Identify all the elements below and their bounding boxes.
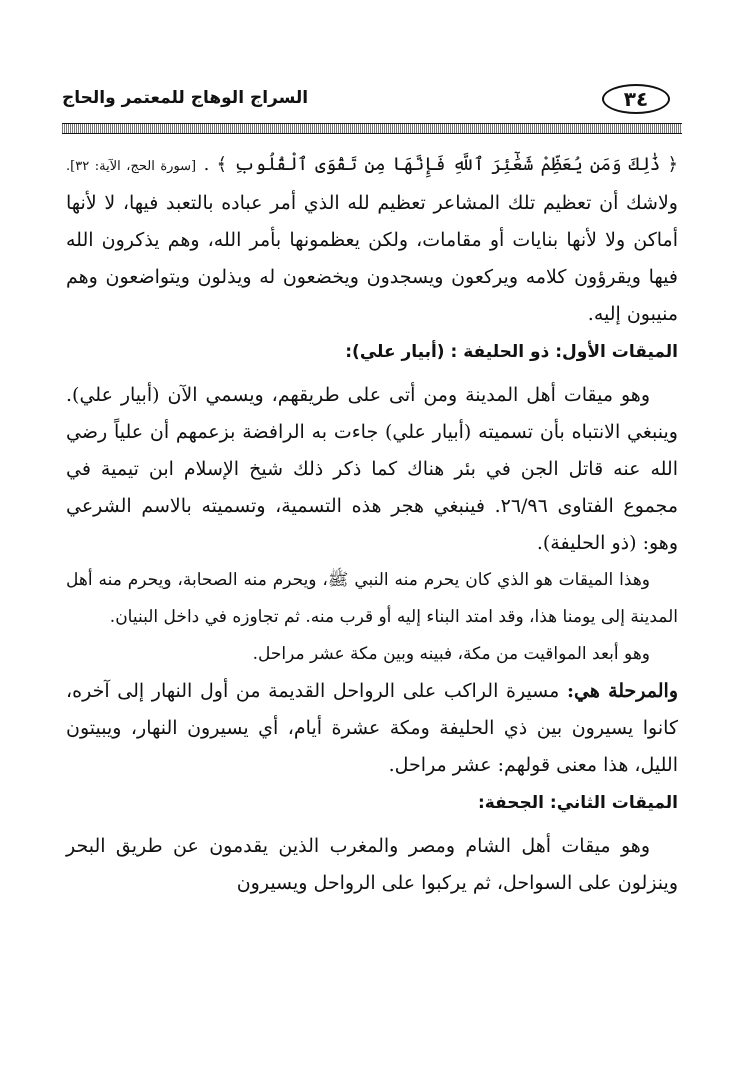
marhala-definition: مسيرة الراكب على الرواحل القديمة من أول النهار إلى آخره، كانوا يسيرون بين ذي الحليفة ومكة عشرة أيام، أي يسيرون النهار، ويبيتون الليل، هذا معنى قولهم: عشر مراحل. xyxy=(66,680,678,776)
verse-source: [سورة الحج، الآية: ٣٢]. xyxy=(66,159,197,174)
heading-first-miqat: الميقات الأول: ذو الحليفة : (أبيار علي): xyxy=(345,342,678,362)
header-rule xyxy=(62,123,682,134)
quran-verse: ﴿ ذَٰلِكَ وَمَن يُعَظِّمْ شَعَٰٓئِرَ ٱللَّهِ فَإِنَّهَا مِن تَقْوَى ٱلْقُلُوبِ ﴾ . xyxy=(203,154,678,175)
book-title: السراج الوهاج للمعتمر والحاج xyxy=(62,88,309,108)
paragraph-1: ولاشك أن تعظيم تلك المشاعر تعظيم لله الذي أمر عباده بالتعبد فيها، لا لأنها أماكن ولا لأنها بنايات أو مقامات، ولكن يعظمونها بأمر الله، وهم يذكرون الله فيها ويقرؤون كلامه ويركعون ويسجدون ويخضعون له ويذلون ويتواضعون وهم منيبون إليه. xyxy=(66,192,678,325)
page-number: ٣٤ xyxy=(602,84,670,114)
marhala-term: والمرحلة هي: xyxy=(566,680,678,702)
paragraph-6: وهو ميقات أهل الشام ومصر والمغرب الذين يقدمون عن طريق البحر وينزلون على السواحل، ثم يركبوا على الرواحل ويسيرون xyxy=(66,835,678,894)
verse-paragraph xyxy=(66,146,678,333)
page-header xyxy=(62,80,682,120)
paragraph-3: وهذا الميقات هو الذي كان يحرم منه النبي ﷺ، ويحرم منه الصحابة، ويحرم منه أهل المدينة إلى يومنا هذا، وقد امتد البناء إليه أو قرب منه. ثم تجاوزه في داخل البنيان. xyxy=(66,570,678,627)
page-content xyxy=(66,146,678,902)
paragraph-2: وهو ميقات أهل المدينة ومن أتى على طريقهم، ويسمي الآن (أبيار علي). وينبغي الانتباه بأن تسميته (أبيار علي) جاءت به الرافضة بزعمهم أن علياً رضي الله عنه قاتل الجن في بئر هناك كما ذكر ذلك شيخ الإسلام ابن تيمية في مجموع الفتاوى ٢٦/٩٦. فينبغي هجر هذه التسمية، وتسميته بالاسم الشرعي وهو: (ذو الحليفة). xyxy=(66,384,678,554)
heading-second-miqat: الميقات الثاني: الجحفة: xyxy=(477,793,678,813)
paragraph-5 xyxy=(66,673,678,784)
paragraph-4: وهو أبعد المواقيت من مكة، فبينه وبين مكة عشر مراحل. xyxy=(252,644,650,664)
